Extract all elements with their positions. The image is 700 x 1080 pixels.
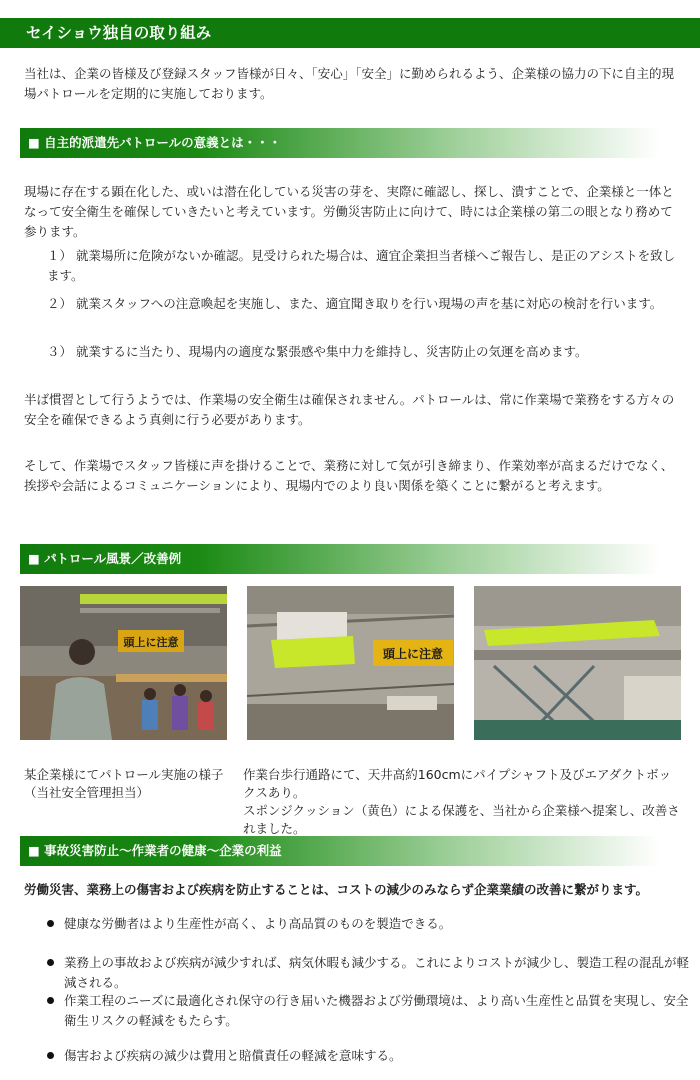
bullet-icon (47, 997, 54, 1004)
patrol-photo (20, 586, 227, 740)
caption-line: 某企業様にてパトロール実施の様子 (24, 767, 224, 782)
section3-lead: 労働災害、業務上の傷害および疾病を防止することは、コストの減少のみならず企業業績の改善に繋がります。 (24, 882, 649, 897)
sponge-cushion-photo (474, 586, 681, 740)
section1-paragraph: 現場に存在する顕在化した、或いは潜在化している災害の芽を、実際に確認し、探し、潰すことで、企業様と一体となって安全衛生を確保していきたいと考えています。労働災害防止に向けて、時には企業様の第二の眼となり務めて参ります。 (24, 184, 674, 239)
bullet-icon (47, 959, 54, 966)
photo-caption (243, 766, 683, 838)
caption-line: （当社安全管理担当） (24, 785, 150, 800)
duct-box-photo (247, 586, 454, 740)
list-item-text: 作業工程のニーズに最適化され保守の行き届いた機器および労働環境は、より高い生産性と品質を実現し、安全衛生リスクの軽減をもたらす。 (64, 993, 689, 1028)
section1-paragraph: 半ば慣習として行うようでは、作業場の安全衛生は確保されません。パトロールは、常に作業場で業務をする方々の安全を確保できるよう真剣に行う必要があります。 (24, 392, 675, 427)
bullet-icon (47, 1052, 54, 1059)
warning-sign-text: 頭上に注意 (123, 636, 179, 649)
caption-line: スポンジクッション（黄色）による保護を、当社から企業様へ提案し、改善されました。 (243, 803, 680, 836)
list-item: ２） 就業スタッフへの注意喚起を実施し、また、適宜聞き取りを行い現場の声を基に対応の検討を行います。 (47, 296, 663, 311)
section-heading-patrol-meaning: ■ 自主的派遣先パトロールの意義とは・・・ (20, 128, 660, 158)
list-item (47, 914, 692, 934)
bullet-icon (47, 920, 54, 927)
list-item-text: 業務上の事故および疾病が減少すれば、病気休暇も減少する。これによりコストが減少し、製造工程の混乱が軽減される。 (64, 955, 690, 990)
caption-line: 作業台歩行通路にて、天井高約160cmにパイプシャフト及びエアダクトボックスあり。 (243, 767, 672, 800)
list-item: １） 就業場所に危険がないか確認。見受けられた場合は、適宜企業担当者様へご報告し、是正のアシストを致します。 (47, 248, 676, 283)
list-item-text: 傷害および疾病の減少は費用と賠償責任の軽減を意味する。 (64, 1048, 402, 1063)
page-title: セイショウ独自の取り組み (0, 18, 700, 48)
list-item (47, 953, 692, 993)
warning-sign-text: 頭上に注意 (382, 647, 444, 661)
list-item (47, 991, 692, 1031)
list-item: ３） 就業するに当たり、現場内の適度な緊張感や集中力を維持し、災害防止の気運を高めます。 (47, 344, 588, 359)
section-heading-accident-prevention: ■ 事故災害防止～作業者の健康～企業の利益 (20, 836, 660, 866)
photo-caption (24, 766, 224, 802)
list-item-text: 健康な労働者はより生産性が高く、より高品質のものを製造できる。 (64, 916, 452, 931)
list-item (47, 1046, 692, 1066)
section-heading-patrol-scenes: ■ パトロール風景／改善例 (20, 544, 660, 574)
intro-text: 当社は、企業の皆様及び登録スタッフ皆様が日々、「安心」「安全」に勤められるよう、企業様の協力の下に自主的現場パトロールを定期的に実施しております。 (24, 66, 675, 101)
section1-paragraph: そして、作業場でスタッフ皆様に声を掛けることで、業務に対して気が引き締まり、作業効率が高まるだけでなく、挨拶や会話によるコミュニケーションにより、現場内でのより良い関係を築くことに繋がると考えます。 (24, 458, 674, 493)
